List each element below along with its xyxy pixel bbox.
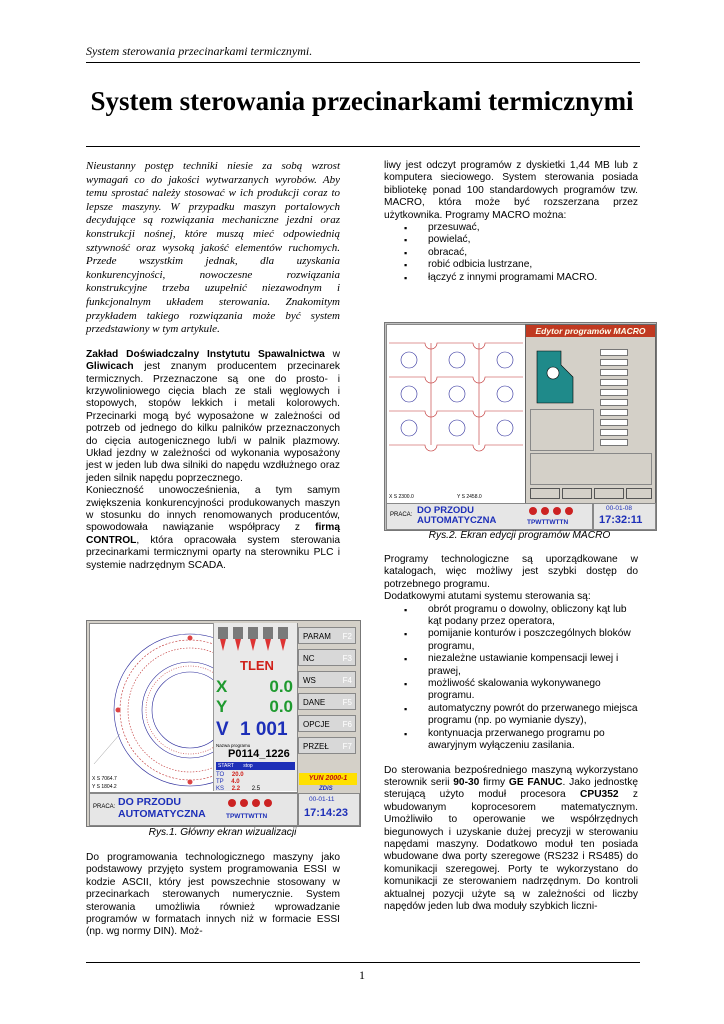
institute-name: Zakład Doświadczalny Instytutu Spawalnictwa (86, 348, 325, 360)
param-field[interactable] (600, 349, 628, 356)
param-field[interactable] (600, 439, 628, 446)
param-button[interactable]: PARAM F2 (298, 627, 356, 644)
date-display: 00-01-08 (606, 505, 633, 512)
ws-button[interactable]: WS F4 (298, 671, 356, 688)
title-rule (86, 146, 640, 147)
status-ticker: TPWTTWTTN (527, 519, 569, 526)
macro-operation-item: ▪ przesuwać, (384, 222, 638, 234)
dialog-title: Edytor programów MACRO (526, 325, 655, 337)
przel-button[interactable]: PRZEŁ F7 (298, 737, 356, 754)
paragraph: Dodatkowymi atutami systemu sterowania są: (384, 591, 591, 603)
figure-caption-2: Rys.2. Ekran edycji programów MACRO (428, 530, 611, 541)
city-name: Gliwicach (86, 361, 134, 373)
opcje-button[interactable]: OPCJE F6 (298, 715, 356, 732)
dialog-button[interactable] (594, 488, 624, 499)
date-display: 00-01-11 (309, 796, 335, 803)
y-axis-value: 0.0 (269, 697, 293, 716)
paragraph: Konieczność unowocześnienia, a tym samym zwiększenia konkurencyjności produkowanych maszyn w stosunku do innych renomowanych producentów, spowodowała nawiązanie współpracy z firmą CONTROL, która opracowała system sterowania przecinarkami termicznymi oparty na sterowniku PLC i systemie nadrzędnym SCADA. (86, 485, 340, 571)
macro-preview (386, 324, 528, 504)
coord-y-readout: Y S 2458.0 (457, 494, 482, 500)
mode-status-bar (89, 793, 298, 826)
dialog-buttons (530, 488, 652, 498)
param-field[interactable] (600, 359, 628, 366)
features-list (384, 604, 638, 753)
status-ticker: TPWTTWTTN (226, 813, 268, 820)
feature-item: ▪ automatyczny powrót do przerwanego miejsca programu (np. po wymianie dyszy), (384, 703, 638, 728)
program-caption: Nazwa programu (216, 743, 251, 748)
macro-editor-screenshot (384, 322, 657, 531)
macro-operation-item: ▪ robić odbicia lustrzane, (384, 259, 638, 271)
param-field[interactable] (600, 369, 628, 376)
logo: ZDiS (319, 786, 333, 792)
param-tp: TP 4.0 (216, 779, 240, 785)
footer-rule (86, 962, 640, 963)
date-time-panel (593, 503, 656, 530)
offset-group (530, 453, 652, 485)
dane-button[interactable]: DANE F5 (298, 693, 356, 710)
mode-status-bar (386, 503, 593, 530)
macro-editor-dialog (525, 324, 656, 504)
right-column-top (384, 160, 638, 284)
paragraph: Programy technologiczne są uporządkowane w katalogach, więc możliwy jest szybki dostęp do potrzebnego programu. (384, 554, 638, 590)
x-axis-value: 0.0 (269, 677, 293, 696)
param-field[interactable] (600, 429, 628, 436)
page-title: System sterowania przecinarkami termicznymi (90, 86, 634, 116)
param-ks: KS 2.2 2.5 (216, 786, 261, 792)
feature-item: ▪ obrót programu o dowolny, obliczony kąt lub kąt podany przez operatora, (384, 604, 638, 629)
running-header: System sterowania przecinarkami termicznymi. (86, 44, 313, 58)
x-axis-label: X (216, 677, 228, 696)
left-column (86, 160, 340, 572)
param-field[interactable] (600, 409, 628, 416)
start-stop-bar: START stop (216, 762, 295, 770)
gas-label: TLEN (240, 658, 274, 673)
y-axis-label: Y (216, 697, 228, 716)
mode-type: AUTOMATYCZNA (118, 808, 206, 820)
feature-item: ▪ pomijanie konturów i poszczególnych bloków programu, (384, 628, 638, 653)
param-field[interactable] (600, 389, 628, 396)
clock-display: 17:32:11 (599, 514, 643, 526)
page-number: 1 (359, 968, 365, 982)
torch-status-area (213, 623, 297, 791)
right-column-bottom (384, 554, 638, 913)
speed-value: 1 001 (240, 719, 288, 740)
feature-item: ▪ możliwość skalowania wykonywanego programu. (384, 678, 638, 703)
status-lamps-icon (527, 505, 577, 517)
mode-caption: PRACA: (390, 512, 413, 518)
macro-operation-item: ▪ łączyć z innymi programami MACRO. (384, 272, 638, 284)
main-visualization-screenshot (86, 620, 361, 827)
dialog-button[interactable] (530, 488, 560, 499)
mode-caption: PRACA: (93, 804, 116, 810)
macro-shape-preview (531, 347, 579, 407)
dialog-button[interactable] (626, 488, 652, 499)
coord-x-readout: X S 7064.7 (92, 776, 117, 782)
header-rule (86, 62, 640, 63)
clock-display: 17:14:23 (304, 807, 349, 819)
paragraph: Zakład Doświadczalny Instytutu Spawalnictwa w Gliwicach jest znanym producentem przecinarek termicznych. Przeznaczone są one do prosto- i krzywoliniowego cięcia blach ze stali węglowych i stopowych, stopów lekkich i metali kolorowych. Przecinarki mogą być wyposażone w zależności od potrzeb od jednego do kilku palników przeznaczonych do cięcia autogenicznego lub/i w palnik plazmowy. Układ jezdny w zależności od wykonania wyposażony jest w jeden lub dwa silniki do napędu wzdłużnego oraz jeden silnik napędu poprzecznego. (86, 348, 340, 484)
date-time-panel (298, 793, 360, 826)
feature-item: ▪ kontynuacja przerwanego programu po awaryjnym wyłączeniu zasilania. (384, 728, 638, 753)
brand-label: YUN 2000-1 (299, 773, 357, 785)
program-name: P0114_1226 (228, 748, 290, 760)
mode-type: AUTOMATYCZNA (417, 515, 497, 526)
torch-icons (214, 625, 297, 653)
macro-operations-list (384, 222, 638, 284)
nc-button[interactable]: NC F3 (298, 649, 356, 666)
mode-direction: DO PRZODU (417, 505, 474, 516)
paragraph: liwy jest odczyt programów z dyskietki 1,44 MB lub z komputera sieciowego. System sterowania posiada bibliotekę ponad 100 standardowych programów tzw. MACRO, która może być rozszerzana przez użytkownika. Programy MACRO można: (384, 160, 638, 221)
company-name: firmą CONTROL (86, 522, 340, 546)
speed-label: V (216, 719, 229, 740)
paragraph: Do sterowania bezpośredniego maszyną wykorzystano sterownik serii 90-30 firmy GE FANUC. Jako jednostkę sterującą użyto moduł procesora CPU352 z wbudowanym koprocesorem matematycznym. Umożliwiło to operowanie we współrzędnych biegunowych i uzyskanie dużej precyzji w sterowaniu napędami maszyny. Dodatkowo moduł ten posiada wbudowane dwa porty szeregowe (RS232 i RS485) do komunikacji szeregowej. Porty te wykorzystano do komunikacji ze sterowaniem nadrzędnym. Do kontroli aktualnej pozycji użyte są w zależności od liczby napędów jeden lub dwa moduły szybkich liczni- (384, 764, 638, 912)
macro-operation-item: ▪ powielać, (384, 234, 638, 246)
paragraph: Do programowania technologicznego maszyny jako podstawowy przyjęto system programowania ESSI w kodzie ASCII, który jest powszechnie stosowany w przecinarkach sterowanych numerycznie. System sterowania umożliwia również wprowadzanie programów w formatach innych niż w formacie ESSI (np. wg normy DIN). Moż- (86, 852, 340, 938)
nested-parts-drawing (387, 325, 527, 491)
status-lamps-icon (226, 796, 276, 810)
param-field[interactable] (600, 419, 628, 426)
mode-direction: DO PRZODU (118, 796, 181, 808)
lead-paragraph: Nieustanny postęp techniki niesie za sobą wzrost wymagań co do jakości wytwarzanych wyrobów. Aby temu sprostać należy stosować w ich produkcji coraz to lepsze maszyny. W przypadku maszyn portalowych decydujące są rozwiązania mechaniczne jezdni oraz konstrukcji nośnej, które muszą mieć odpowiednią sztywność oraz wysoką jakość elementów ruchomych. Przede wszystkim jednak, dla uzyskania konkurencyjności, nowoczesne rozwiązania konstrukcyjne trzeba uzupełnić niezawodnym i funkcjonalnym układem sterowania. Znakomitym przykładem takiego rozwiązania może być system przedstawiony w tym artykule. (86, 160, 340, 336)
param-field[interactable] (600, 399, 628, 406)
dialog-button[interactable] (562, 488, 592, 499)
feature-item: ▪ niezależne ustawianie kompensacji lewej i prawej, (384, 653, 638, 678)
macro-operation-item: ▪ obracać, (384, 247, 638, 259)
param-field[interactable] (600, 379, 628, 386)
figure-caption-1: Rys.1. Główny ekran wizualizacji (148, 827, 297, 838)
coord-y-readout: Y S 1804.2 (92, 784, 117, 790)
param-to: TO 20.0 (216, 772, 244, 778)
options-group (530, 409, 594, 451)
coord-x-readout: X S 2300.0 (389, 494, 414, 500)
